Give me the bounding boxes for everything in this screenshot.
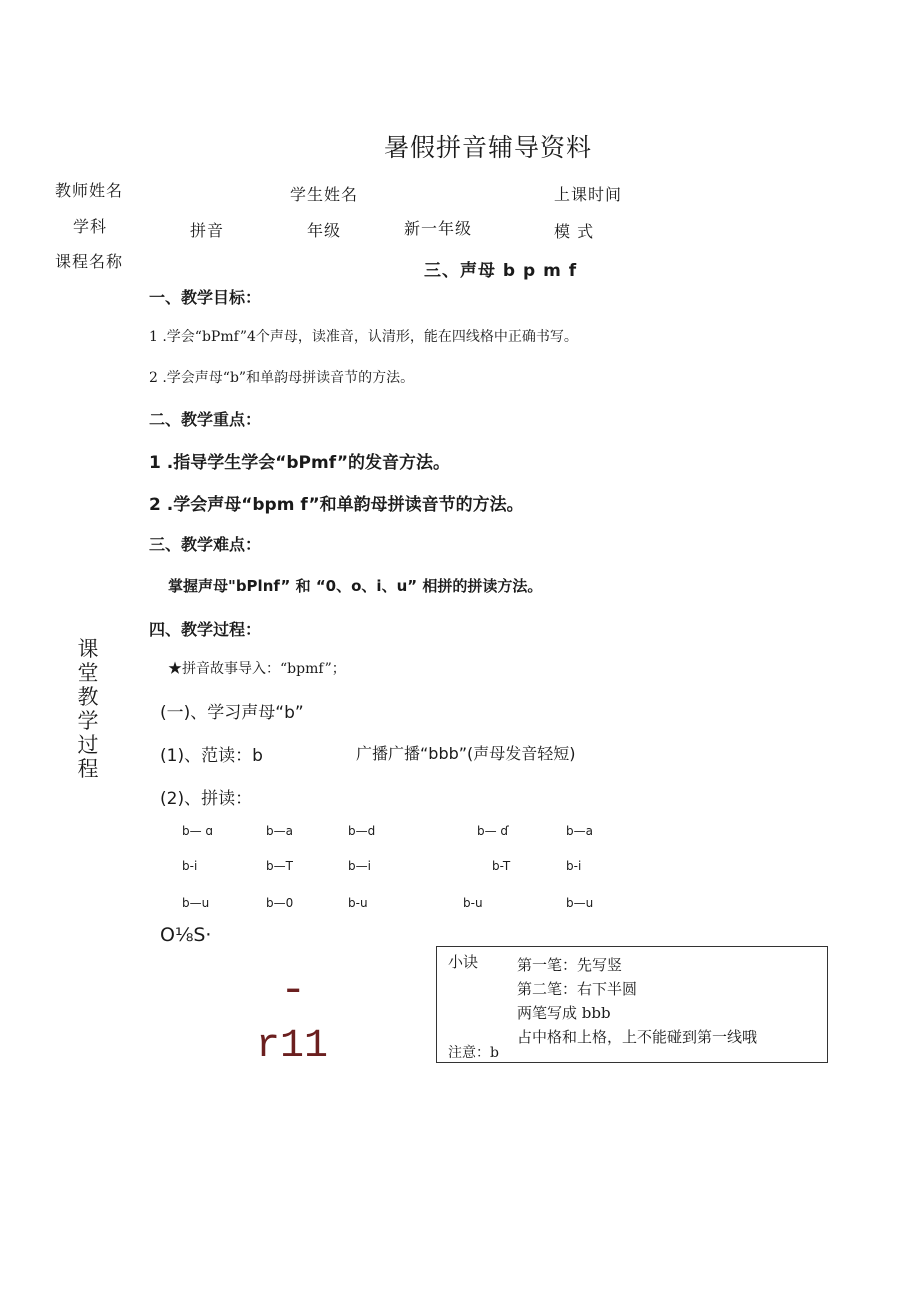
focus-item-2: 2 .学会声母“bpm f”和单韵母拼读音节的方法。 xyxy=(149,495,524,515)
difficulty-item: 掌握声母"bPlnf” 和 “0、o、i、u” 相拼的拼读方法。 xyxy=(168,577,543,595)
writing-tip-box xyxy=(436,946,828,1063)
class-time-label: 上课时间 xyxy=(554,185,623,204)
course-name-value: 三、声母 b p m f xyxy=(424,261,578,281)
writing-label: O⅛S· xyxy=(160,924,212,946)
focus-heading: 二、教学重点： xyxy=(149,410,262,429)
tip-line-4: 占中格和上格，上不能碰到第一线哦 xyxy=(517,1028,758,1046)
spell-cell: b—u xyxy=(566,896,594,910)
difficulty-heading: 三、教学难点： xyxy=(149,535,262,554)
writing-dash: - xyxy=(280,966,307,1016)
learn-b-heading: (一)、学习声母“b” xyxy=(160,703,304,723)
focus-item-1: 1 .指导学生学会“bPmf”的发音方法。 xyxy=(149,453,451,473)
spell-cell: b—0 xyxy=(266,896,294,910)
story-intro: ★拼音故事导入：“bpmf”； xyxy=(168,661,346,677)
goals-heading: 一、教学目标： xyxy=(149,288,262,307)
spell-cell: b—T xyxy=(266,859,293,873)
spell-cell: b—a xyxy=(566,824,593,838)
spell-cell: b—a xyxy=(266,824,293,838)
tip-line-1: 第一笔：先写竖 xyxy=(517,956,623,974)
spell-cell: b—i xyxy=(348,859,371,873)
spell-cell: b-T xyxy=(492,859,511,873)
page-title: 暑假拼音辅导资料 xyxy=(384,133,593,162)
spell-cell: b-i xyxy=(566,859,582,873)
goal-item-2: 2 .学会声母“b”和单韵母拼读音节的方法。 xyxy=(149,370,415,386)
spell-cell: b-i xyxy=(182,859,198,873)
tip-line-3: 两笔写成 bbb xyxy=(517,1004,611,1022)
process-heading: 四、教学过程： xyxy=(149,620,262,639)
mode-label: 模 式 xyxy=(554,222,595,241)
subject-value: 拼音 xyxy=(190,221,225,240)
spell-cell: b—d xyxy=(348,824,376,838)
spell-cell: b-u xyxy=(348,896,368,910)
subject-label: 学科 xyxy=(73,217,108,236)
tip-line-2: 第二笔：右下半圆 xyxy=(517,980,638,998)
teacher-name-label: 教师姓名 xyxy=(55,181,124,200)
tip-note: 注意：b xyxy=(448,1045,499,1061)
writing-sample: r11 xyxy=(256,1024,329,1069)
spell-cell: b—u xyxy=(182,896,210,910)
grade-value: 新一年级 xyxy=(404,219,473,238)
spell-cell: b-u xyxy=(463,896,483,910)
student-name-label: 学生姓名 xyxy=(290,185,359,204)
spell-read-label: (2)、拼读： xyxy=(160,789,253,809)
spell-cell: b— ɑ xyxy=(182,824,214,838)
grade-label: 年级 xyxy=(307,221,342,240)
tip-box-title: 小诀 xyxy=(448,953,479,971)
demo-read: (1)、范读：b xyxy=(160,746,263,766)
class-process-side-label: 课堂教学过程 xyxy=(77,637,99,781)
course-name-label: 课程名称 xyxy=(55,252,124,271)
spell-cell: b— ɗ xyxy=(477,824,509,838)
demo-broadcast: 广播广播“bbb”(声母发音轻短) xyxy=(356,744,576,763)
goal-item-1: 1 .学会“bPmf”4个声母，读准音，认清形，能在四线格中正确书写。 xyxy=(149,329,578,345)
